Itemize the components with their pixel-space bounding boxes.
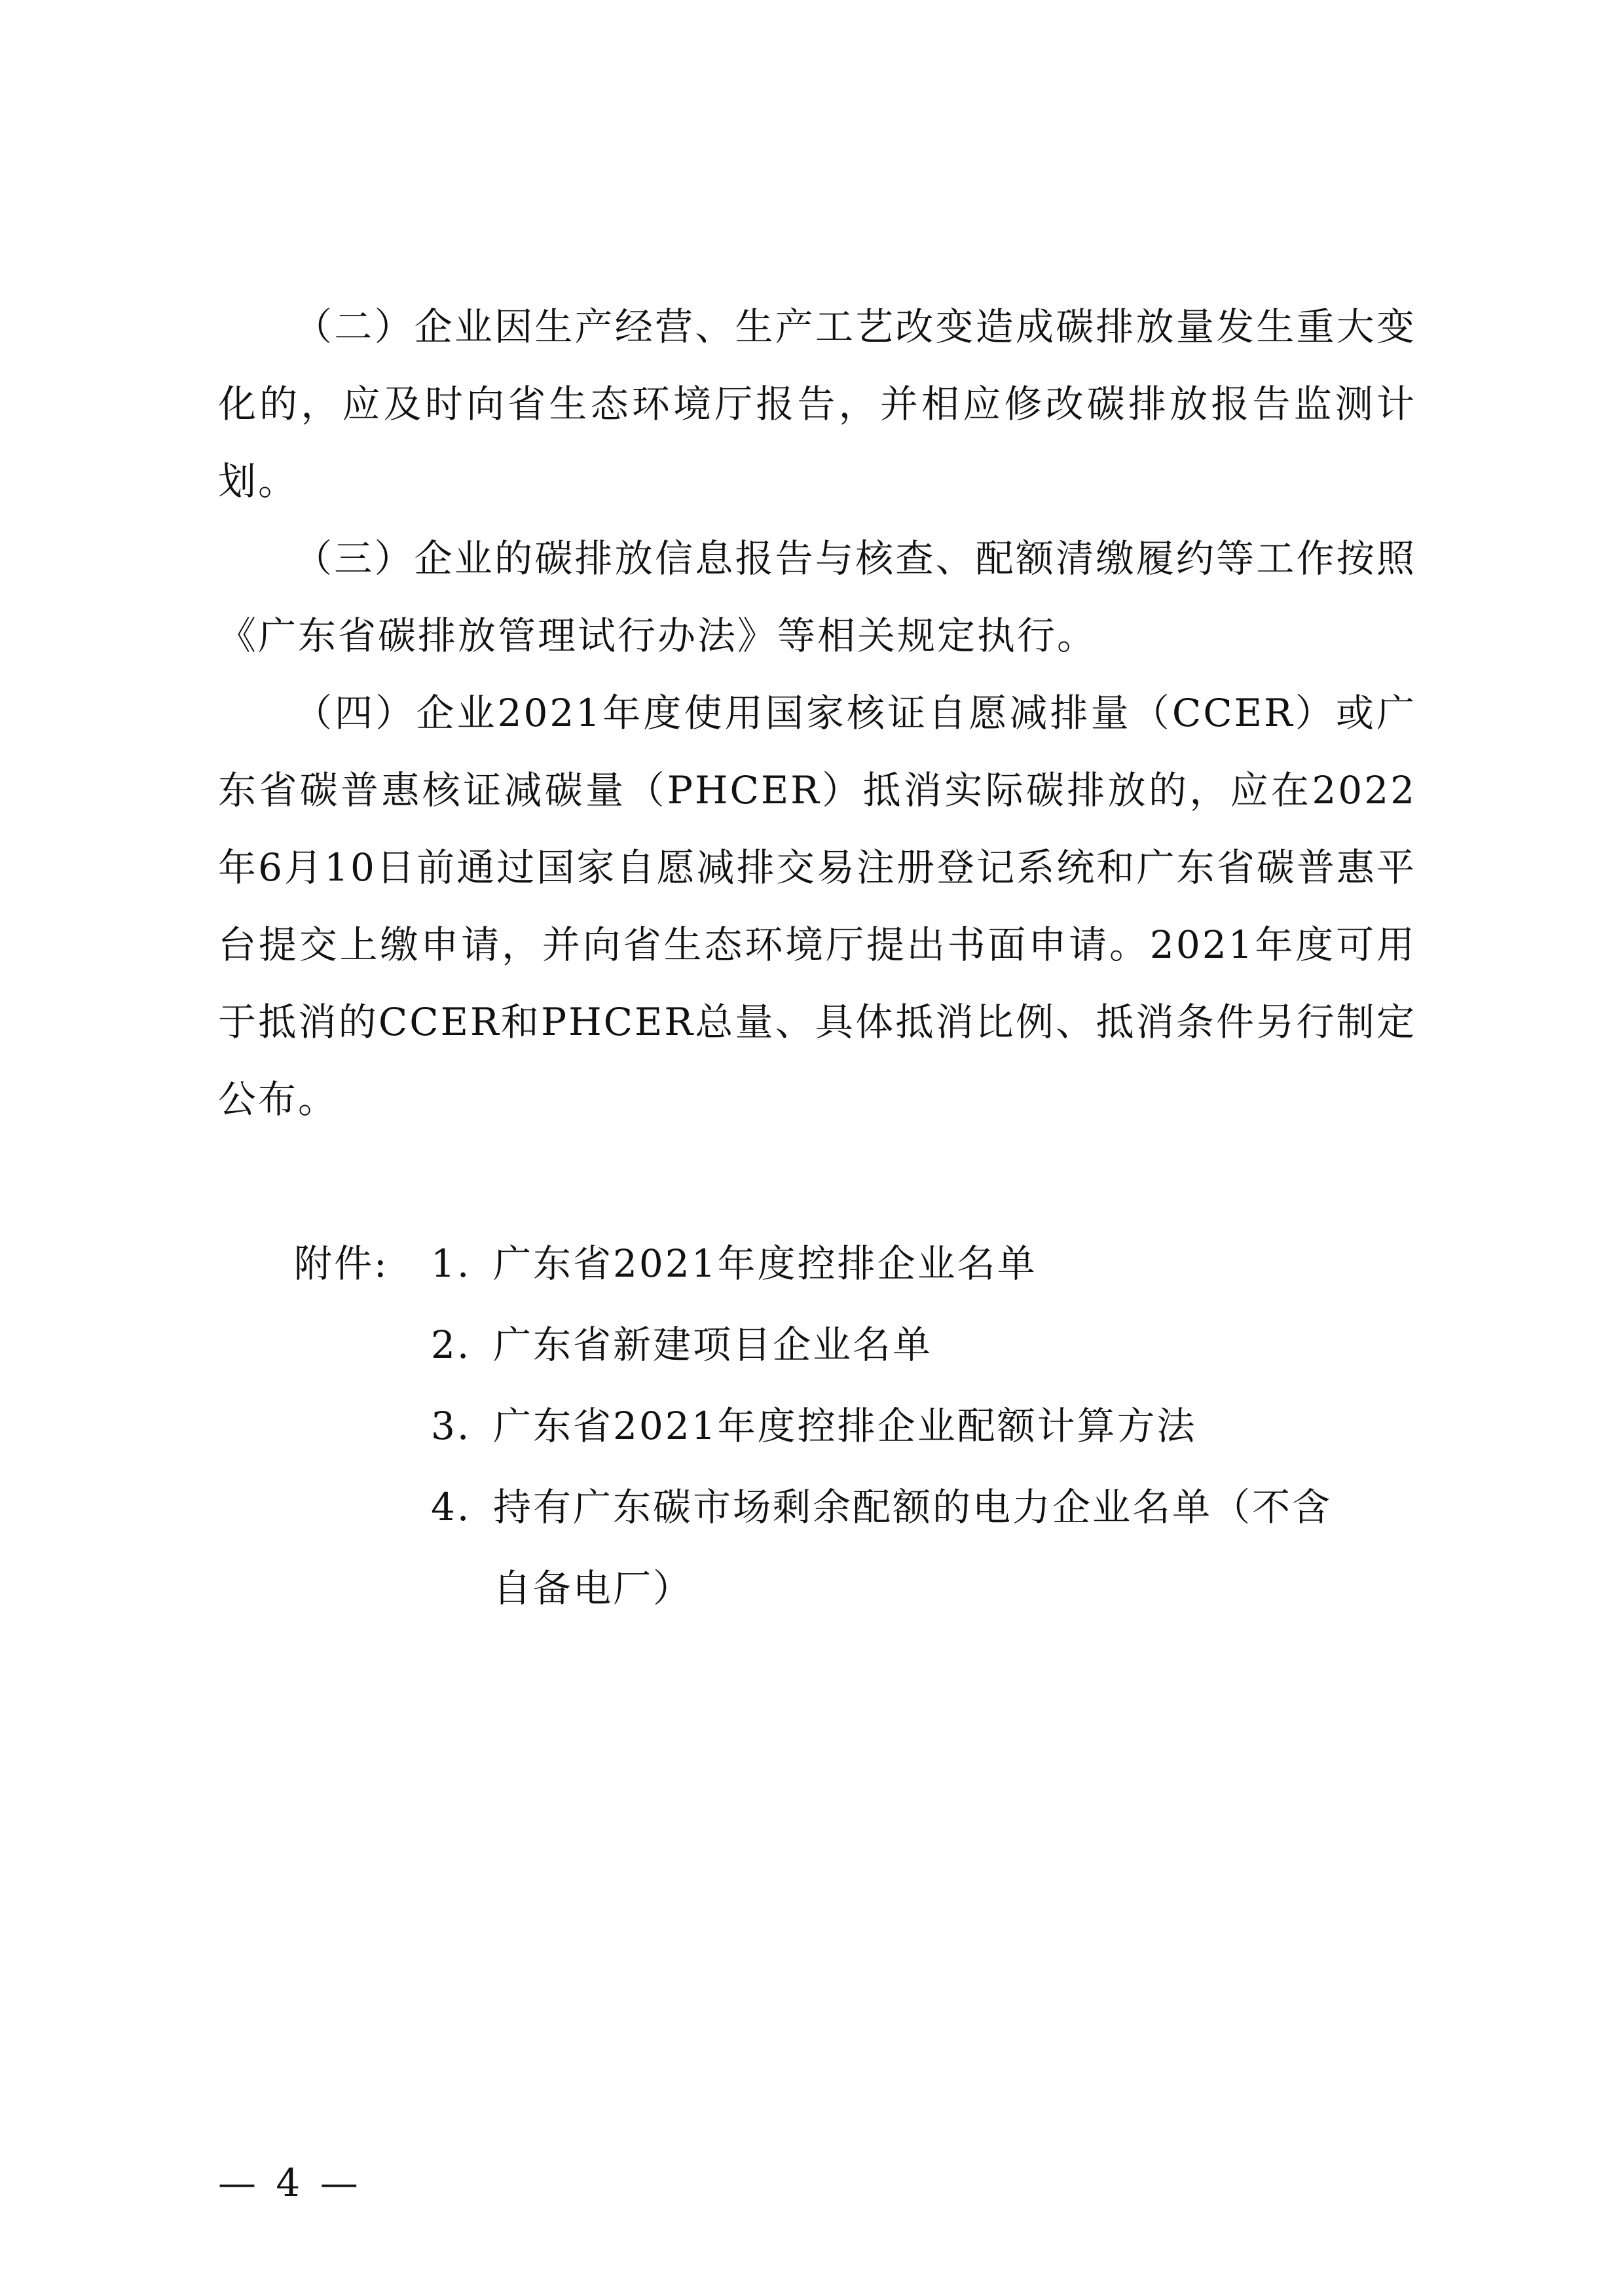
body-text [218,288,1416,1138]
attachment-number: 3. [431,1404,471,1448]
attachment-title: 广东省2021年度控排企业配额计算方法 [493,1404,1197,1448]
attachment-item [218,1385,1416,1467]
attachment-title: 广东省新建项目企业名单 [493,1322,933,1367]
page-number: — 4 — [218,2160,362,2205]
attachment-title: 持有广东碳市场剩余配额的电力企业名单（不含自备电厂） [493,1485,1333,1611]
attachment-item [218,1223,1416,1304]
paragraph-2: （二）企业因生产经营、生产工艺改变造成碳排放量发生重大变化的，应及时向省生态环境厅报告，并相应修改碳排放报告监测计划。 [218,304,1416,503]
paragraph-3: （三）企业的碳排放信息报告与核查、配额清缴履约等工作按照《广东省碳排放管理试行办法》等相关规定执行。 [218,536,1416,658]
attachment-item [218,1304,1416,1385]
attachment-item [218,1467,1416,1629]
attachment-number: 2. [431,1322,471,1367]
paragraph-4: （四）企业2021年度使用国家核证自愿减排量（CCER）或广东省碳普惠核证减碳量（PHCER）抵消实际碳排放的，应在2022年6月10日前通过国家自愿减排交易注册登记系统和广东省碳普惠平台提交上缴申请，并向省生态环境厅提出书面申请。2021年度可用于抵消的CCER和PHCER总量、具体抵消比例、抵消条件另行制定公布。 [218,691,1416,1121]
attachment-title: 广东省2021年度控排企业名单 [493,1241,1037,1286]
attachments-label: 附件: [294,1241,389,1286]
attachments-list [218,1223,1416,1629]
attachment-number: 1. [431,1241,471,1286]
attachment-number: 4. [431,1485,471,1529]
